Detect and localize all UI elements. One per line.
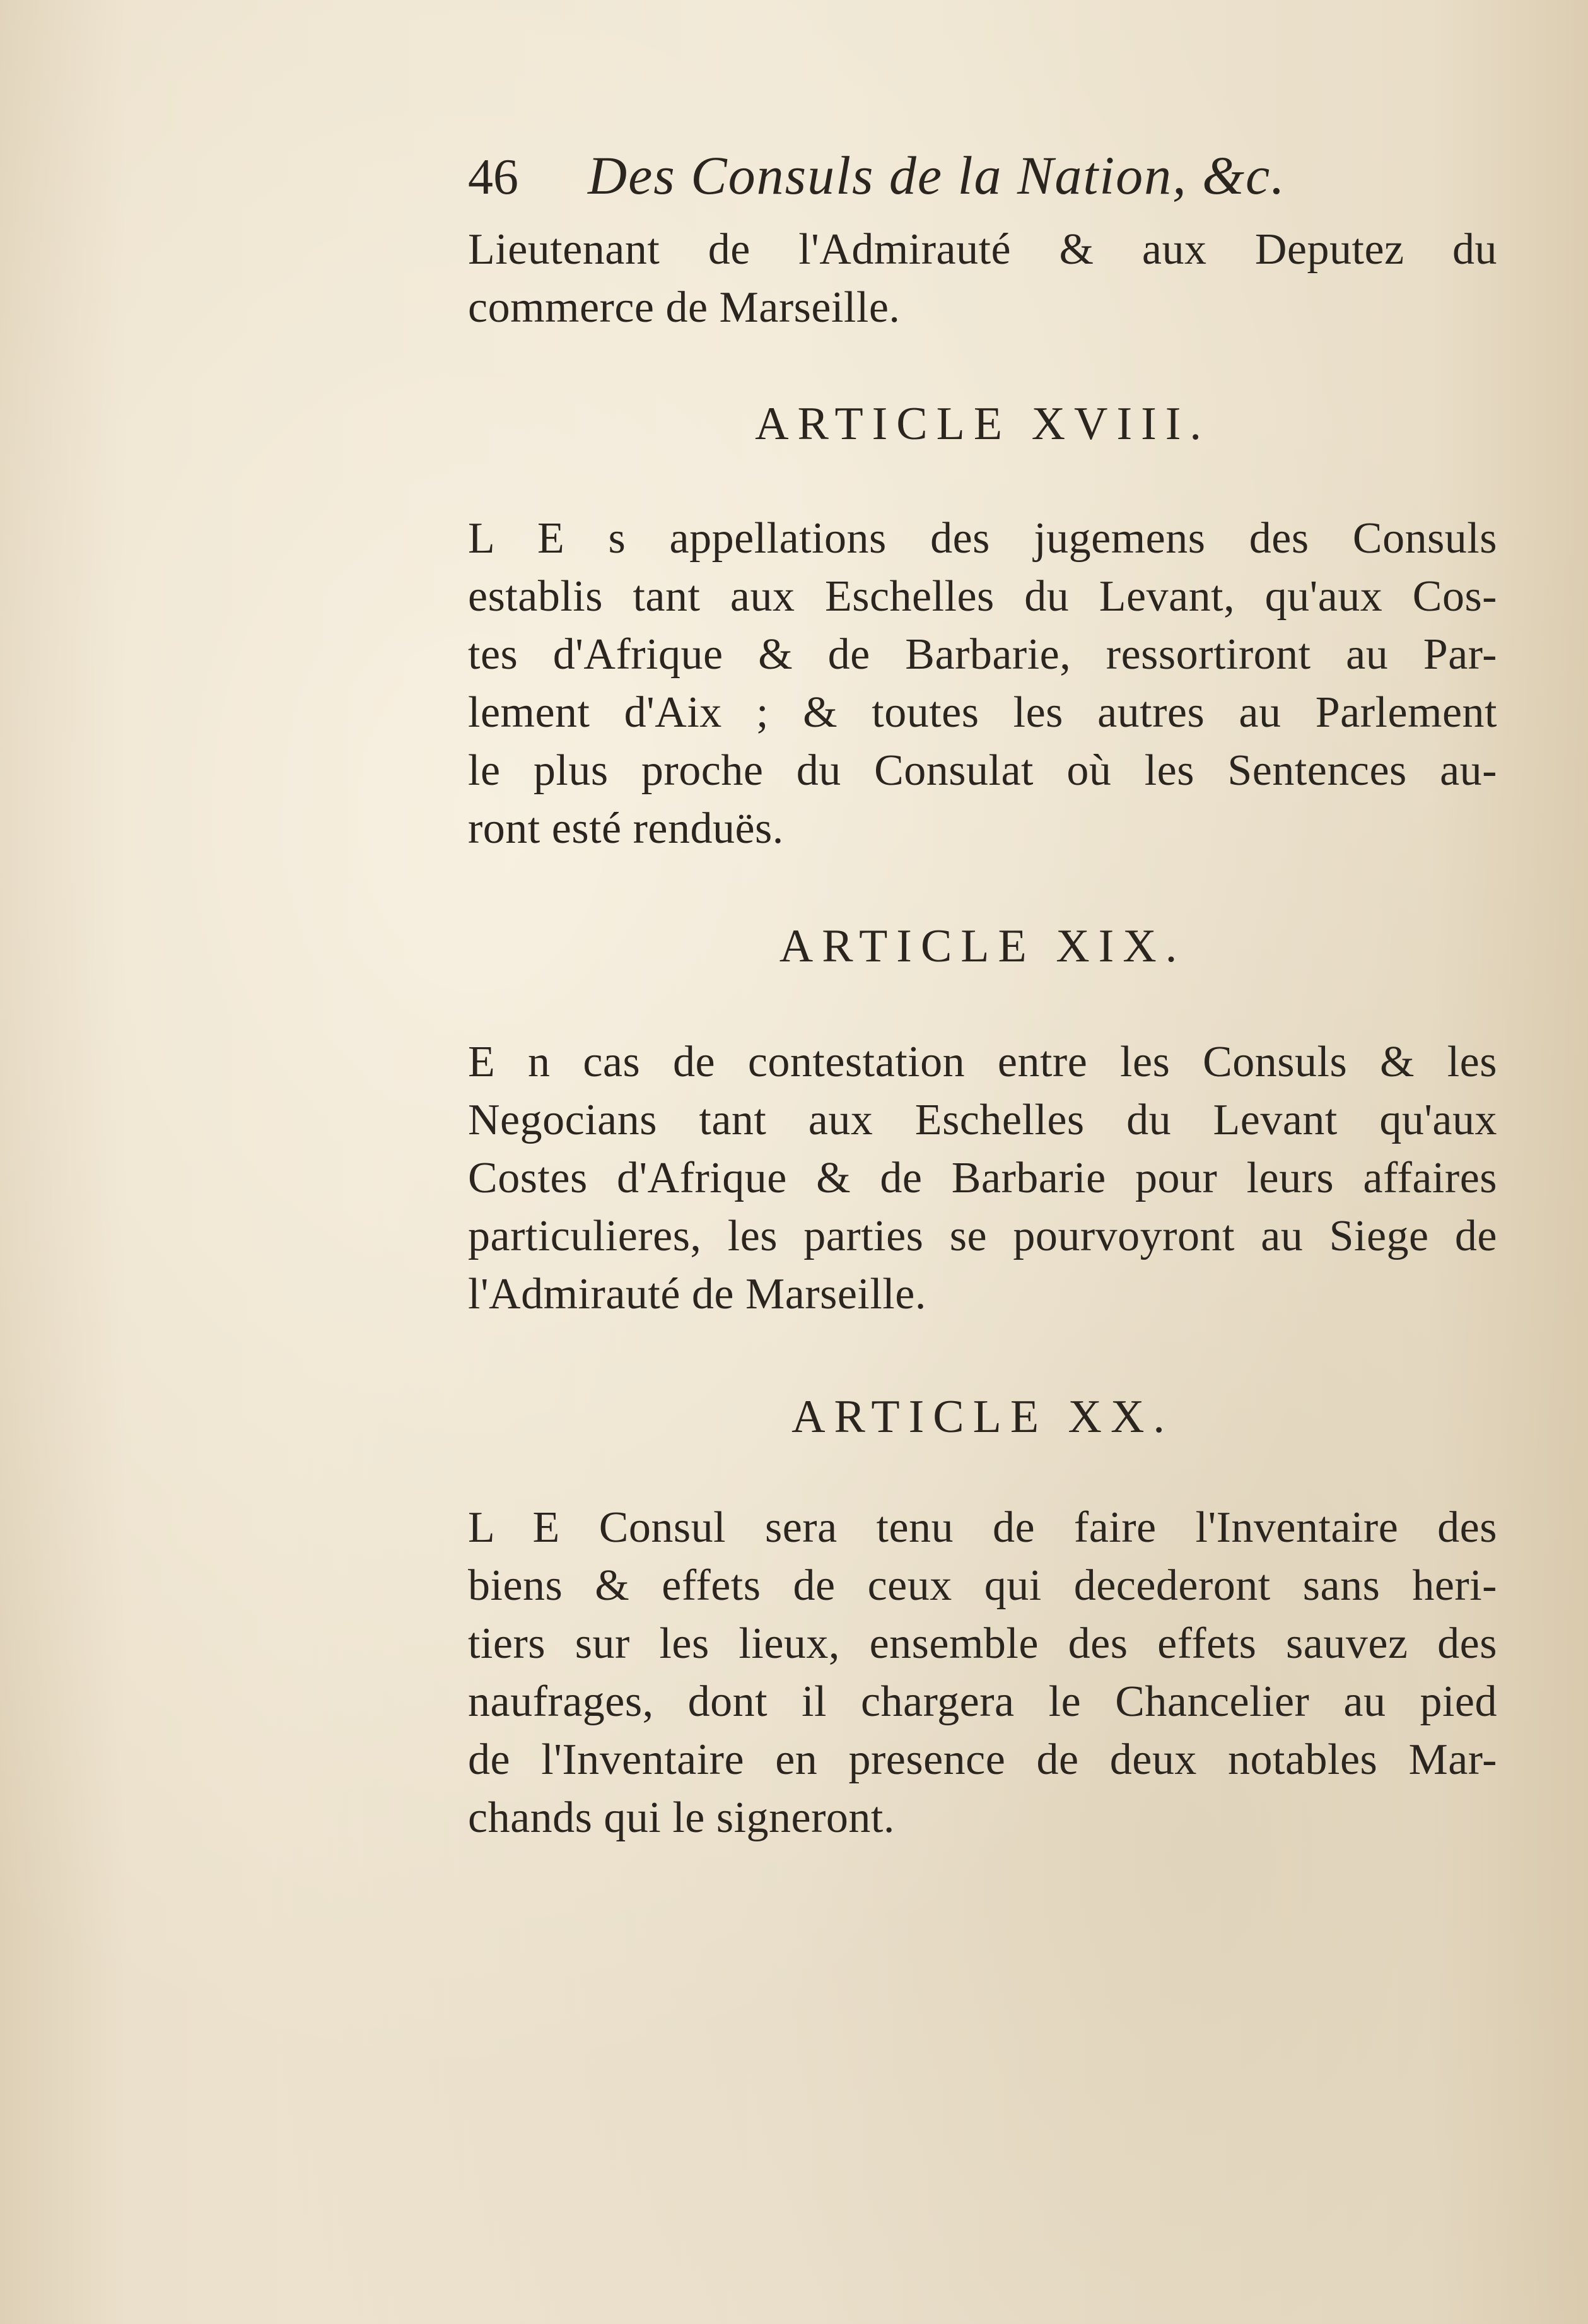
article-line: E n cas de contestation entre les Consuls & les — [468, 1038, 1497, 1086]
article-heading: ARTICLE XX. — [791, 1391, 1174, 1443]
article-line: chands qui le signeront. — [468, 1793, 895, 1842]
article-heading: ARTICLE XIX. — [779, 920, 1186, 972]
article-line: naufrages, dont il chargera le Chancelier au pied — [468, 1677, 1497, 1726]
text-line: Lieutenant de l'Admirauté & aux Deputez du — [468, 225, 1497, 274]
article-line: de l'Inventaire en presence de deux notables Mar- — [468, 1735, 1497, 1784]
article-line: le plus proche du Consulat où les Sentences au- — [468, 746, 1497, 795]
article-heading: ARTICLE XVIII. — [755, 398, 1210, 450]
article-line: lement d'Aix ; & toutes les autres au Parlement — [468, 688, 1497, 737]
article-line: tiers sur les lieux, ensemble des effets sauvez des — [468, 1619, 1497, 1668]
article-line: Negocians tant aux Eschelles du Levant qu'aux — [468, 1096, 1497, 1144]
article-line: biens & effets de ceux qui decederont sans heri- — [468, 1561, 1497, 1610]
article-line: Costes d'Afrique & de Barbarie pour leurs affaires — [468, 1154, 1497, 1202]
article-line: L E s appellations des jugemens des Consuls — [468, 514, 1497, 563]
article-line: tes d'Afrique & de Barbarie, ressortiront au Par- — [468, 630, 1497, 679]
article-line: L E Consul sera tenu de faire l'Inventaire des — [468, 1503, 1497, 1552]
article-line: ront esté renduës. — [468, 804, 784, 853]
page-number: 46 — [468, 150, 518, 205]
text-line: commerce de Marseille. — [468, 283, 901, 332]
article-line: establis tant aux Eschelles du Levant, qu'aux Cos- — [468, 572, 1497, 621]
running-head: Des Consuls de la Nation, &c. — [588, 145, 1286, 206]
page-header — [468, 144, 1497, 213]
article-line: particulieres, les parties se pourvoyront au Siege de — [468, 1212, 1497, 1260]
article-line: l'Admirauté de Marseille. — [468, 1270, 926, 1318]
